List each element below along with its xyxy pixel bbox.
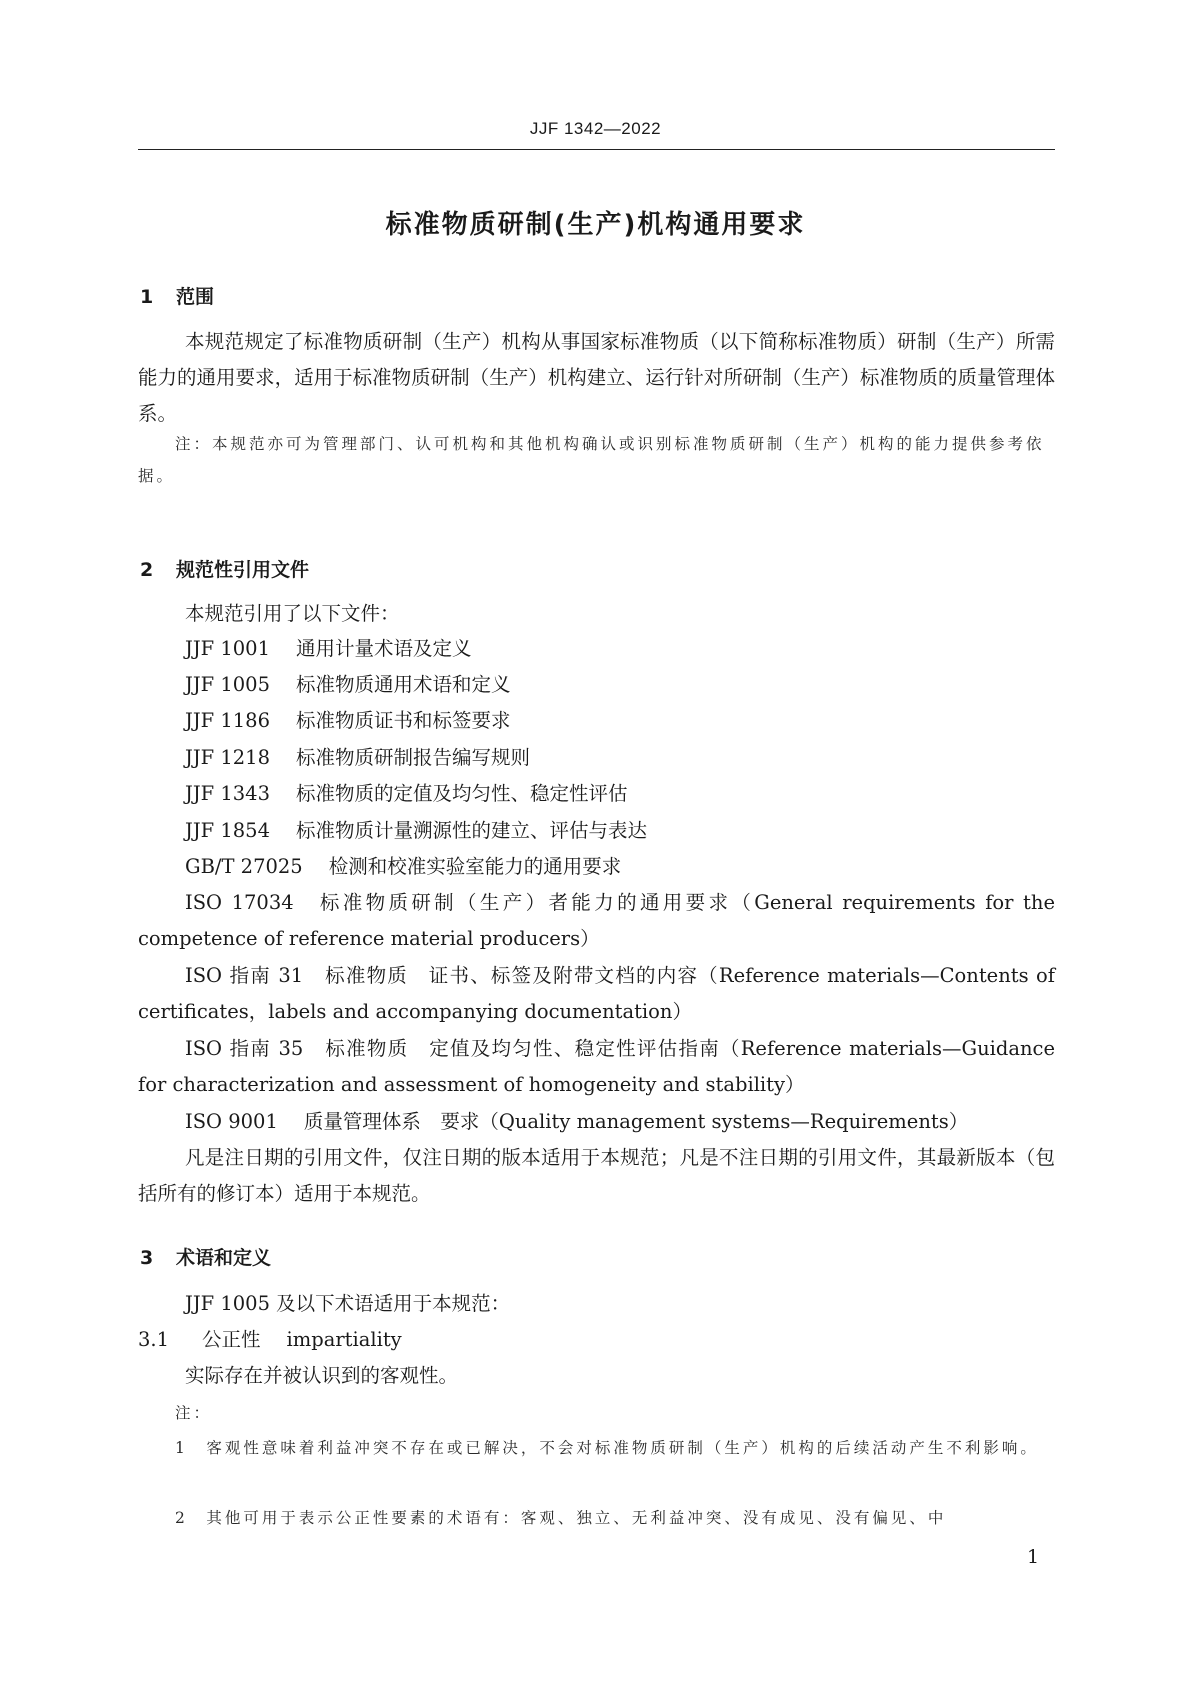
reference-code: GB/T 27025 [185, 855, 303, 878]
reference-title: 标准物质证书和标签要求 [296, 709, 511, 732]
header-divider [138, 149, 1055, 150]
section-1-heading [140, 282, 214, 309]
reference-code: JJF 1186 [185, 709, 270, 732]
reference-title: 标准物质的定值及均匀性、稳定性评估 [296, 782, 628, 805]
references-closing: 凡是注日期的引用文件，仅注日期的版本适用于本规范；凡是不注日期的引用文件，其最新版本（包括所有的修订本）适用于本规范。 [138, 1146, 1055, 1205]
section-1-number: 1 [140, 286, 154, 308]
section-3-heading [140, 1243, 271, 1270]
document-title: 标准物质研制(生产)机构通用要求 [385, 210, 806, 240]
reference-item-iso9001 [185, 1104, 968, 1140]
term-name-en: impartiality [286, 1328, 402, 1351]
term-number: 3.1 [138, 1328, 170, 1351]
reference-code: JJF 1343 [185, 782, 270, 805]
reference-item [185, 631, 472, 667]
reference-code: JJF 1005 [185, 673, 270, 696]
term-note-2: 2 其他可用于表示公正性要素的术语有：客观、独立、无利益冲突、没有成见、没有偏见、中 [175, 1509, 947, 1527]
reference-item [185, 776, 628, 812]
references-intro: 本规范引用了以下文件： [185, 602, 400, 625]
reference-item-iso17034: ISO 17034 标准物质研制（生产）者能力的通用要求（General requirements for the competence of reference material producers） [138, 891, 1055, 950]
reference-item [185, 703, 511, 739]
term-3-1-heading [138, 1322, 402, 1358]
term-note-1: 1 客观性意味着利益冲突不存在或已解决，不会对标准物质研制（生产）机构的后续活动产生不利影响。 [175, 1439, 1039, 1457]
reference-code: ISO 9001 [185, 1110, 278, 1133]
section-2-heading [140, 555, 309, 582]
terms-intro: JJF 1005 及以下术语适用于本规范： [185, 1292, 511, 1315]
scope-note: 注：本规范亦可为管理部门、认可机构和其他机构确认或识别标准物质研制（生产）机构的能力提供参考依据。 [138, 435, 1045, 485]
page-number: 1 [1027, 1546, 1040, 1568]
reference-item-iso-guide35: ISO 指南 35 标准物质 定值及均匀性、稳定性评估指南（Reference materials—Guidance for characterization and assessment of homogeneity and stability） [138, 1037, 1055, 1096]
reference-item [185, 849, 621, 885]
reference-code: JJF 1854 [185, 819, 270, 842]
reference-item-iso-guide31: ISO 指南 31 标准物质 证书、标签及附带文档的内容（Reference materials—Contents of certificates，labels and accompanying documentation） [138, 964, 1055, 1023]
term-definition: 实际存在并被认识到的客观性。 [185, 1364, 459, 1387]
reference-title: 质量管理体系 要求（Quality management systems—Requirements） [303, 1110, 969, 1133]
section-2-title: 规范性引用文件 [176, 559, 310, 581]
section-2-number: 2 [140, 559, 154, 581]
term-name-zh: 公正性 [202, 1328, 261, 1351]
reference-item [185, 813, 647, 849]
reference-title: 通用计量术语及定义 [296, 637, 472, 660]
reference-title: 检测和校准实验室能力的通用要求 [328, 855, 622, 878]
reference-item [185, 740, 530, 776]
section-1-title: 范围 [176, 286, 215, 308]
reference-title: 标准物质通用术语和定义 [296, 673, 511, 696]
scope-paragraph: 本规范规定了标准物质研制（生产）机构从事国家标准物质（以下简称标准物质）研制（生产）所需能力的通用要求，适用于标准物质研制（生产）机构建立、运行针对所研制（生产）标准物质的质量管理体系。 [138, 330, 1055, 425]
section-3-title: 术语和定义 [176, 1247, 272, 1269]
term-note-label: 注： [175, 1404, 213, 1422]
reference-code: JJF 1218 [185, 746, 270, 769]
reference-title: 标准物质研制报告编写规则 [296, 746, 531, 769]
reference-title: 标准物质计量溯源性的建立、评估与表达 [296, 819, 648, 842]
reference-code: JJF 1001 [185, 637, 270, 660]
header-standard-code: JJF 1342—2022 [529, 119, 662, 138]
section-3-number: 3 [140, 1247, 154, 1269]
reference-item [185, 667, 511, 703]
